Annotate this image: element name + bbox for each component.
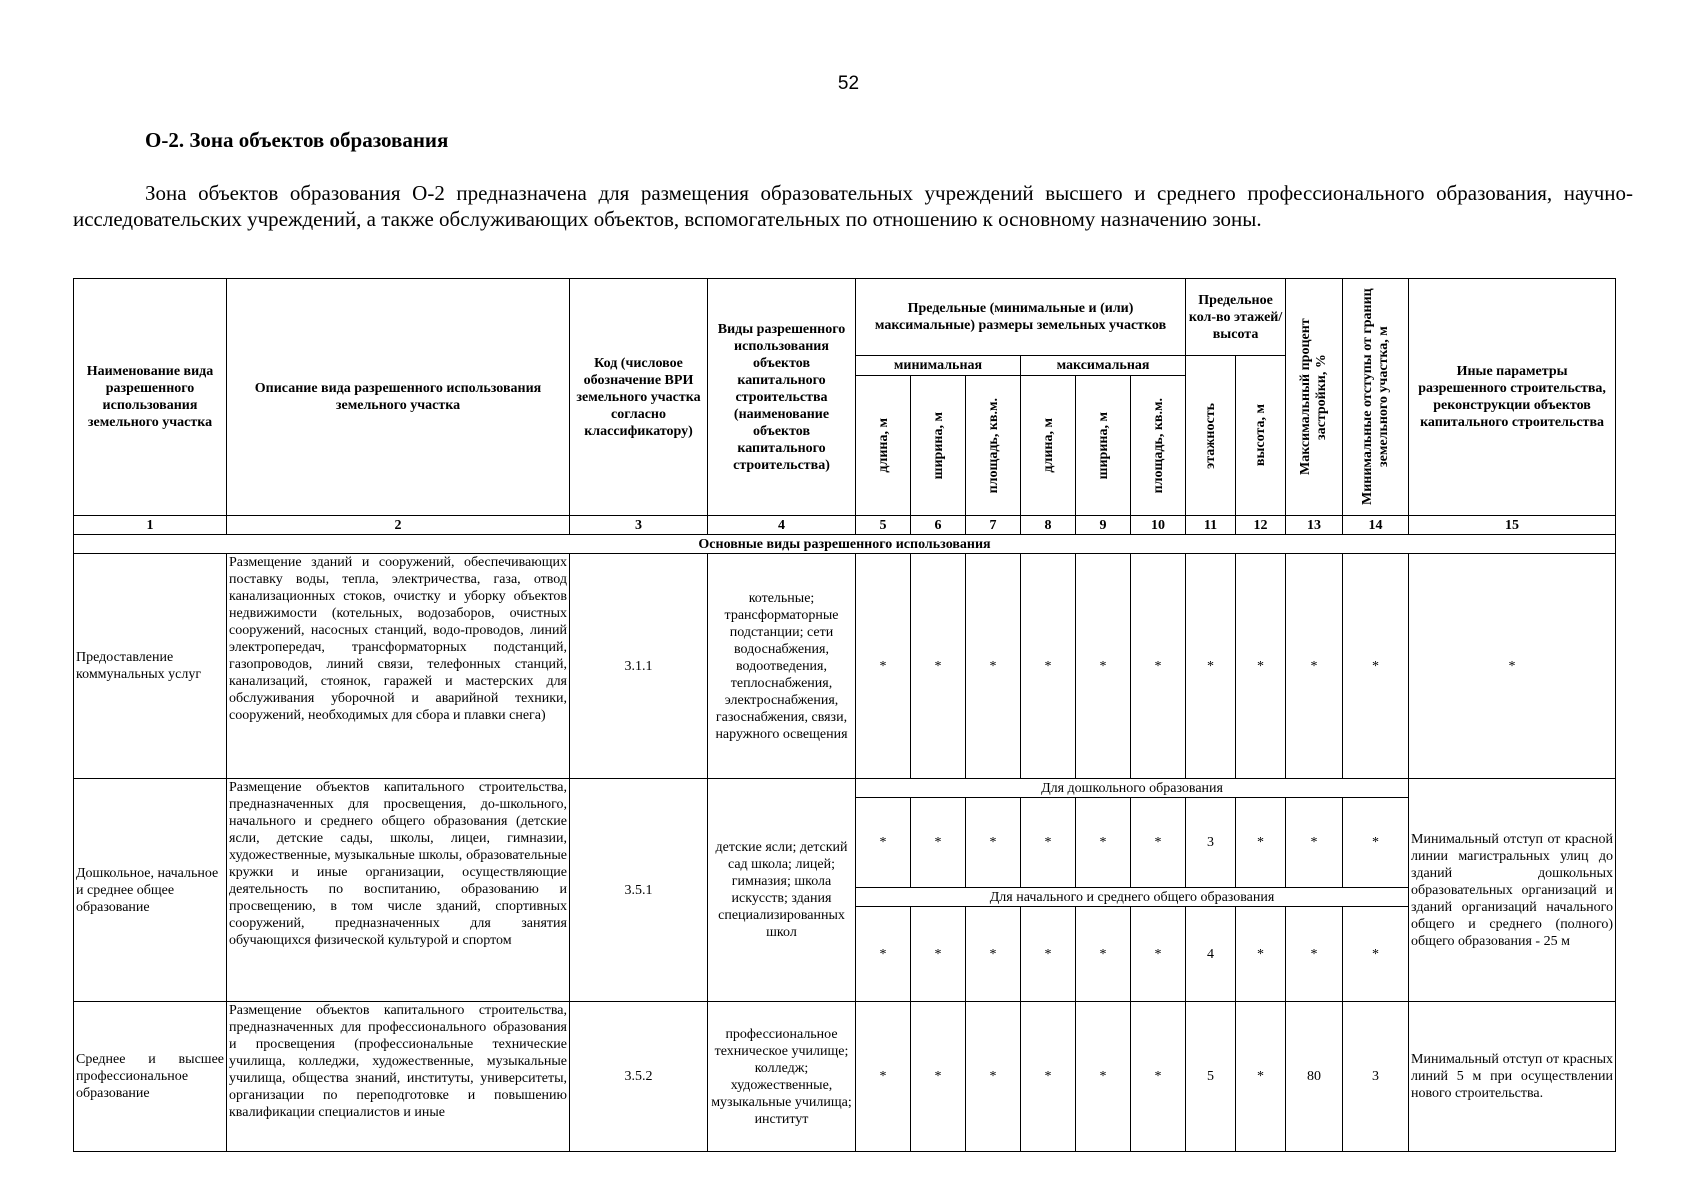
value-cell: * (1021, 907, 1076, 1002)
value-cell: * (1021, 798, 1076, 888)
value-cell: 4 (1186, 907, 1236, 1002)
header-name: Наименование вида разрешенного использования земельного участка (74, 279, 227, 516)
value-cell: 3 (1186, 798, 1236, 888)
value-cell: * (1021, 554, 1076, 779)
column-number: 3 (570, 516, 708, 535)
value-cell: * (1021, 1002, 1076, 1152)
header-floors-group: Предельное кол-во этажей/ высота (1186, 279, 1286, 356)
value-cell: * (1236, 907, 1286, 1002)
value-cell: * (1131, 554, 1186, 779)
value-cell: * (911, 1002, 966, 1152)
header-floors: этажность (1186, 356, 1236, 516)
header-max-coverage: Максимальный процент застройки, % (1286, 279, 1343, 516)
value-cell: 3 (1343, 1002, 1409, 1152)
column-number: 1 (74, 516, 227, 535)
table-row (74, 779, 1616, 798)
header-other-params: Иные параметры разрешенного строительства, реконструкции объектов капитального строительства (1409, 279, 1616, 516)
value-cell: * (1236, 1002, 1286, 1152)
value-cell: 5 (1186, 1002, 1236, 1152)
regulations-table (73, 278, 1616, 1152)
column-number: 4 (708, 516, 856, 535)
subheading-preschool: Для дошкольного образования (856, 779, 1409, 798)
value-cell: * (1236, 798, 1286, 888)
header-max-width: ширина, м (1076, 376, 1131, 516)
table-row (74, 554, 1616, 779)
row-other: Минимальный отступ от красной линии магистральных улиц до зданий дошкольных образовательных организаций и зданий организаций начального общего и среднего (полного) общего образования - 25 м (1409, 779, 1616, 1002)
value-cell: * (966, 554, 1021, 779)
value-cell: * (1236, 554, 1286, 779)
row-other: Минимальный отступ от красных линий 5 м при осуществлении нового строительства. (1409, 1002, 1616, 1152)
row-code: 3.1.1 (570, 554, 708, 779)
value-cell: * (1131, 1002, 1186, 1152)
value-cell: * (1286, 798, 1343, 888)
column-number: 11 (1186, 516, 1236, 535)
value-cell: * (856, 554, 911, 779)
value-cell: * (1286, 554, 1343, 779)
header-maximal: максимальная (1021, 356, 1186, 376)
value-cell: * (911, 798, 966, 888)
header-height: высота, м (1236, 356, 1286, 516)
header-description: Описание вида разрешенного использования земельного участка (227, 279, 570, 516)
subheading-general: Для начального и среднего общего образования (856, 888, 1409, 907)
row-name: Среднее и высшее профессиональное образование (74, 1002, 227, 1152)
value-cell: * (1186, 554, 1236, 779)
table-row (74, 1002, 1616, 1152)
row-objects: профессиональное техническое училище; колледж; художественные, музыкальные училища; институт (708, 1002, 856, 1152)
header-minimal: минимальная (856, 356, 1021, 376)
value-cell: * (856, 798, 911, 888)
column-number: 12 (1236, 516, 1286, 535)
value-cell: * (1131, 798, 1186, 888)
row-code: 3.5.1 (570, 779, 708, 1002)
column-number: 7 (966, 516, 1021, 535)
value-cell: * (1343, 798, 1409, 888)
value-cell: * (911, 907, 966, 1002)
row-code: 3.5.2 (570, 1002, 708, 1152)
header-objects: Виды разрешенного использования объектов капитального строительства (наименование объектов капитального строительства) (708, 279, 856, 516)
column-number: 2 (227, 516, 570, 535)
value-cell: 80 (1286, 1002, 1343, 1152)
column-number: 15 (1409, 516, 1616, 535)
column-number: 6 (911, 516, 966, 535)
row-objects: котельные; трансформаторные подстанции; сети водоснабжения, водоотведения, теплоснабжения, электроснабжения, газоснабжения, связи, наружного освещения (708, 554, 856, 779)
value-cell: * (911, 554, 966, 779)
value-cell: * (856, 907, 911, 1002)
value-cell: * (1286, 907, 1343, 1002)
header-min-length: длина, м (856, 376, 911, 516)
section-heading: Основные виды разрешенного использования (74, 535, 1616, 554)
value-cell: * (1343, 907, 1409, 1002)
row-other: * (1409, 554, 1616, 779)
value-cell: * (1343, 554, 1409, 779)
row-description: Размещение объектов капитального строительства, предназначенных для просвещения, до-школьного, начального и среднего общего образования (детские ясли, детские сады, школы, лицеи, гимназии, художественные, музыкальные школы, образовательные кружки и иные организации, осуществляющие деятельность по воспитанию, образованию и просвещению, в том числе зданий, спортивных сооружений, предназначенных для занятия обучающихся физической культурой и спортом (227, 779, 570, 1002)
value-cell: * (966, 907, 1021, 1002)
header-max-length: длина, м (1021, 376, 1076, 516)
column-number: 9 (1076, 516, 1131, 535)
row-objects: детские ясли; детский сад школа; лицей; гимназия; школа искусств; здания специализированных школ (708, 779, 856, 1002)
header-min-width: ширина, м (911, 376, 966, 516)
header-max-area: площадь, кв.м. (1131, 376, 1186, 516)
header-min-setback: Минимальные отступы от границ земельного участка, м (1343, 279, 1409, 516)
column-number: 14 (1343, 516, 1409, 535)
column-numbers-row (74, 516, 1616, 535)
value-cell: * (1076, 1002, 1131, 1152)
header-plot-limits: Предельные (минимальные и (или) максимальные) размеры земельных участков (856, 279, 1186, 356)
header-code: Код (числовое обозначение ВРИ земельного участка согласно классификатору) (570, 279, 708, 516)
row-name: Дошкольное, начальное и среднее общее образование (74, 779, 227, 1002)
value-cell: * (856, 1002, 911, 1152)
row-description: Размещение объектов капитального строительства, предназначенных для профессионального образования и просвещения (профессиональные технические училища, колледжи, художественные, музыкальные училища, общества знаний, институты, университеты, организации по переподготовке и повышению квалификации специалистов и иные (227, 1002, 570, 1152)
value-cell: * (1076, 554, 1131, 779)
section-title: О-2. Зона объектов образования (145, 128, 449, 152)
row-name: Предоставление коммунальных услуг (74, 554, 227, 779)
column-number: 8 (1021, 516, 1076, 535)
value-cell: * (1076, 798, 1131, 888)
column-number: 10 (1131, 516, 1186, 535)
value-cell: * (1131, 907, 1186, 1002)
column-number: 5 (856, 516, 911, 535)
value-cell: * (1076, 907, 1131, 1002)
row-description: Размещение зданий и сооружений, обеспечивающих поставку воды, тепла, электричества, газа, отвод канализационных стоков, очистку и уборку объектов недвижимости (котельных, водозаборов, очистных сооружений, насосных станций, водо-проводов, линий электропередач, трансформаторных подстанций, газопроводов, линий связи, телефонных станций, канализаций, стоянок, гаражей и мастерских для обслуживания уборочной и аварийной техники, сооружений, необходимых для сбора и плавки снега) (227, 554, 570, 779)
page-number: 52 (837, 73, 860, 94)
column-number: 13 (1286, 516, 1343, 535)
intro-paragraph: Зона объектов образования О-2 предназначена для размещения образовательных учреждений высшего и среднего профессионального образования, научно-исследовательских учреждений, а также обслуживающих объектов, вспомогательных по отношению к основному назначению зоны. (73, 181, 1633, 231)
header-min-area: площадь, кв.м. (966, 376, 1021, 516)
value-cell: * (966, 798, 1021, 888)
value-cell: * (966, 1002, 1021, 1152)
